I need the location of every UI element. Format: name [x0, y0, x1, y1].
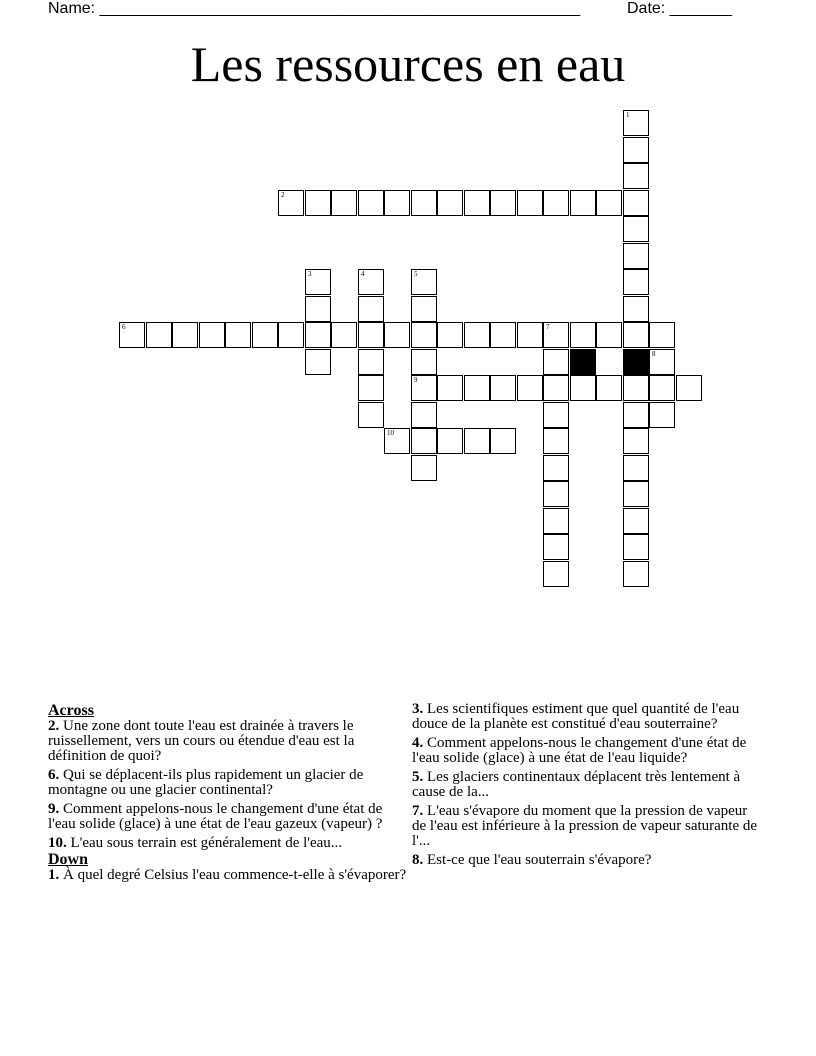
- grid-cell[interactable]: [358, 269, 384, 295]
- grid-cell[interactable]: [305, 296, 331, 322]
- grid-cell[interactable]: [649, 349, 675, 375]
- clue-item-text: Comment appelons-nous le changement d'une état de l'eau solide (glace) à une état de l'eau gazeux (vapeur) ?: [48, 801, 383, 832]
- clue-number: 3: [308, 270, 312, 278]
- grid-cell[interactable]: [358, 296, 384, 322]
- grid-cell[interactable]: [570, 375, 596, 401]
- grid-cell[interactable]: [119, 322, 145, 348]
- clue-item: [412, 770, 764, 800]
- grid-cell[interactable]: [384, 190, 410, 216]
- grid-cell[interactable]: [676, 375, 702, 401]
- clues-left-column: [48, 702, 408, 887]
- grid-cell[interactable]: [437, 190, 463, 216]
- grid-cell[interactable]: [411, 269, 437, 295]
- grid-cell[interactable]: [623, 243, 649, 269]
- grid-cell[interactable]: [623, 110, 649, 136]
- grid-cell[interactable]: [623, 508, 649, 534]
- down-heading: Down: [48, 851, 89, 868]
- clue-item-text: Est-ce que l'eau souterrain s'évapore?: [423, 852, 652, 868]
- clue-number: 4: [361, 270, 365, 278]
- clue-item-number: 7.: [412, 803, 424, 819]
- grid-cell[interactable]: [623, 322, 649, 348]
- grid-cell[interactable]: [543, 455, 569, 481]
- grid-cell[interactable]: [517, 322, 543, 348]
- grid-cell[interactable]: [331, 322, 357, 348]
- page-title: Les ressources en eau: [190, 36, 626, 92]
- grid-cell[interactable]: [596, 375, 622, 401]
- clue-item: [48, 719, 408, 764]
- grid-cell[interactable]: [543, 508, 569, 534]
- clue-item: [412, 736, 764, 766]
- grid-cell[interactable]: [464, 322, 490, 348]
- clue-number: 9: [414, 376, 418, 384]
- grid-cell[interactable]: [411, 322, 437, 348]
- grid-cell[interactable]: [278, 190, 304, 216]
- grid-cell[interactable]: [358, 402, 384, 428]
- down-clue-list-left: [48, 868, 408, 883]
- grid-cell[interactable]: [623, 534, 649, 560]
- grid-cell[interactable]: [172, 322, 198, 348]
- grid-cell[interactable]: [437, 428, 463, 454]
- grid-block: [570, 349, 596, 375]
- clue-item: [48, 802, 408, 832]
- grid-cell[interactable]: [649, 402, 675, 428]
- grid-cell[interactable]: [623, 561, 649, 587]
- grid-cell[interactable]: [411, 455, 437, 481]
- clue-number: 5: [414, 270, 418, 278]
- clue-item: [48, 768, 408, 798]
- grid-cell[interactable]: [358, 349, 384, 375]
- grid-cell[interactable]: [252, 322, 278, 348]
- grid-cell[interactable]: [517, 190, 543, 216]
- grid-cell[interactable]: [623, 190, 649, 216]
- grid-cell[interactable]: [490, 322, 516, 348]
- clue-item-number: 2.: [48, 718, 60, 734]
- clue-item-number: 10.: [48, 835, 67, 851]
- clue-item-text: L'eau s'évapore du moment que la pression de vapeur de l'eau est inférieure à la pression de vapeur saturante de l'...: [412, 803, 758, 849]
- clue-item-text: Les scientifiques estiment que quel quantité de l'eau douce de la planète est constitué d'eau souterraine?: [412, 701, 740, 732]
- clue-item: [48, 868, 408, 883]
- grid-cell[interactable]: [543, 349, 569, 375]
- grid-cell[interactable]: [358, 375, 384, 401]
- clue-number: 6: [122, 323, 126, 331]
- grid-cell[interactable]: [278, 322, 304, 348]
- grid-cell[interactable]: [543, 322, 569, 348]
- grid-cell[interactable]: [464, 190, 490, 216]
- grid-cell[interactable]: [623, 375, 649, 401]
- clues-right-column: [412, 702, 764, 872]
- grid-cell[interactable]: [305, 269, 331, 295]
- grid-cell[interactable]: [543, 402, 569, 428]
- clue-number: 1: [626, 111, 630, 119]
- grid-cell[interactable]: [358, 190, 384, 216]
- clue-item-number: 3.: [412, 701, 424, 717]
- grid-cell[interactable]: [305, 322, 331, 348]
- grid-cell[interactable]: [623, 137, 649, 163]
- clue-number: 8: [652, 350, 656, 358]
- clue-item-number: 5.: [412, 769, 424, 785]
- clue-number: 2: [281, 191, 285, 199]
- grid-cell[interactable]: [490, 375, 516, 401]
- grid-cell[interactable]: [623, 481, 649, 507]
- grid-cell[interactable]: [437, 375, 463, 401]
- grid-cell[interactable]: [623, 428, 649, 454]
- clue-item: [48, 836, 408, 851]
- grid-cell[interactable]: [543, 190, 569, 216]
- grid-cell[interactable]: [623, 216, 649, 242]
- grid-cell[interactable]: [411, 190, 437, 216]
- grid-cell[interactable]: [411, 349, 437, 375]
- grid-cell[interactable]: [490, 428, 516, 454]
- clue-number: 10: [387, 429, 394, 437]
- grid-cell[interactable]: [623, 402, 649, 428]
- grid-cell[interactable]: [570, 322, 596, 348]
- grid-cell[interactable]: [331, 190, 357, 216]
- grid-cell[interactable]: [358, 322, 384, 348]
- grid-cell[interactable]: [623, 163, 649, 189]
- clue-item: [412, 804, 764, 849]
- grid-cell[interactable]: [623, 455, 649, 481]
- clue-item-text: L'eau sous terrain est généralement de l'eau...: [66, 835, 343, 851]
- grid-cell[interactable]: [384, 428, 410, 454]
- grid-cell[interactable]: [464, 428, 490, 454]
- grid-cell[interactable]: [199, 322, 225, 348]
- grid-cell[interactable]: [543, 534, 569, 560]
- clue-item-text: Les glaciers continentaux déplacent très lentement à cause de la...: [412, 769, 741, 800]
- grid-cell[interactable]: [384, 322, 410, 348]
- grid-cell[interactable]: [464, 375, 490, 401]
- clue-item: [412, 853, 764, 868]
- grid-cell[interactable]: [225, 322, 251, 348]
- grid-cell[interactable]: [649, 375, 675, 401]
- grid-cell[interactable]: [570, 190, 596, 216]
- down-clue-list-right: [412, 702, 764, 868]
- grid-cell[interactable]: [411, 375, 437, 401]
- clue-item-number: 9.: [48, 801, 60, 817]
- grid-cell[interactable]: [543, 481, 569, 507]
- grid-cell[interactable]: [543, 561, 569, 587]
- across-clue-list: [48, 719, 408, 851]
- grid-cell[interactable]: [517, 375, 543, 401]
- grid-cell[interactable]: [437, 322, 463, 348]
- grid-block: [623, 349, 649, 375]
- clue-item-text: Qui se déplacent-ils plus rapidement un glacier de montagne ou une glacier continental?: [48, 767, 364, 798]
- grid-cell[interactable]: [411, 428, 437, 454]
- across-heading: Across: [48, 702, 94, 719]
- clue-item-number: 8.: [412, 852, 424, 868]
- clue-number: 7: [546, 323, 550, 331]
- grid-cell[interactable]: [543, 375, 569, 401]
- grid-cell[interactable]: [146, 322, 172, 348]
- grid-cell[interactable]: [490, 190, 516, 216]
- clue-item-number: 4.: [412, 735, 424, 751]
- grid-cell[interactable]: [596, 190, 622, 216]
- clue-item-number: 6.: [48, 767, 60, 783]
- clue-item-number: 1.: [48, 867, 60, 883]
- grid-cell[interactable]: [596, 322, 622, 348]
- grid-cell[interactable]: [649, 322, 675, 348]
- clue-item-text: Comment appelons-nous le changement d'une état de l'eau solide (glace) à une état de l'eau liquide?: [412, 735, 747, 766]
- date-field-label: Date: _______: [627, 0, 732, 17]
- grid-cell[interactable]: [305, 190, 331, 216]
- grid-cell[interactable]: [305, 349, 331, 375]
- grid-cell[interactable]: [411, 402, 437, 428]
- clue-item-text: Une zone dont toute l'eau est drainée à travers le ruissellement, vers un cours ou étendue d'eau est la définition de quoi?: [48, 718, 355, 764]
- grid-cell[interactable]: [623, 269, 649, 295]
- grid-cell[interactable]: [411, 296, 437, 322]
- clue-item: [412, 702, 764, 732]
- grid-cell[interactable]: [543, 428, 569, 454]
- clue-item-text: À quel degré Celsius l'eau commence-t-elle à s'évaporer?: [59, 867, 407, 883]
- name-field-label: Name: ______________________________________________________: [48, 0, 581, 17]
- grid-cell[interactable]: [623, 296, 649, 322]
